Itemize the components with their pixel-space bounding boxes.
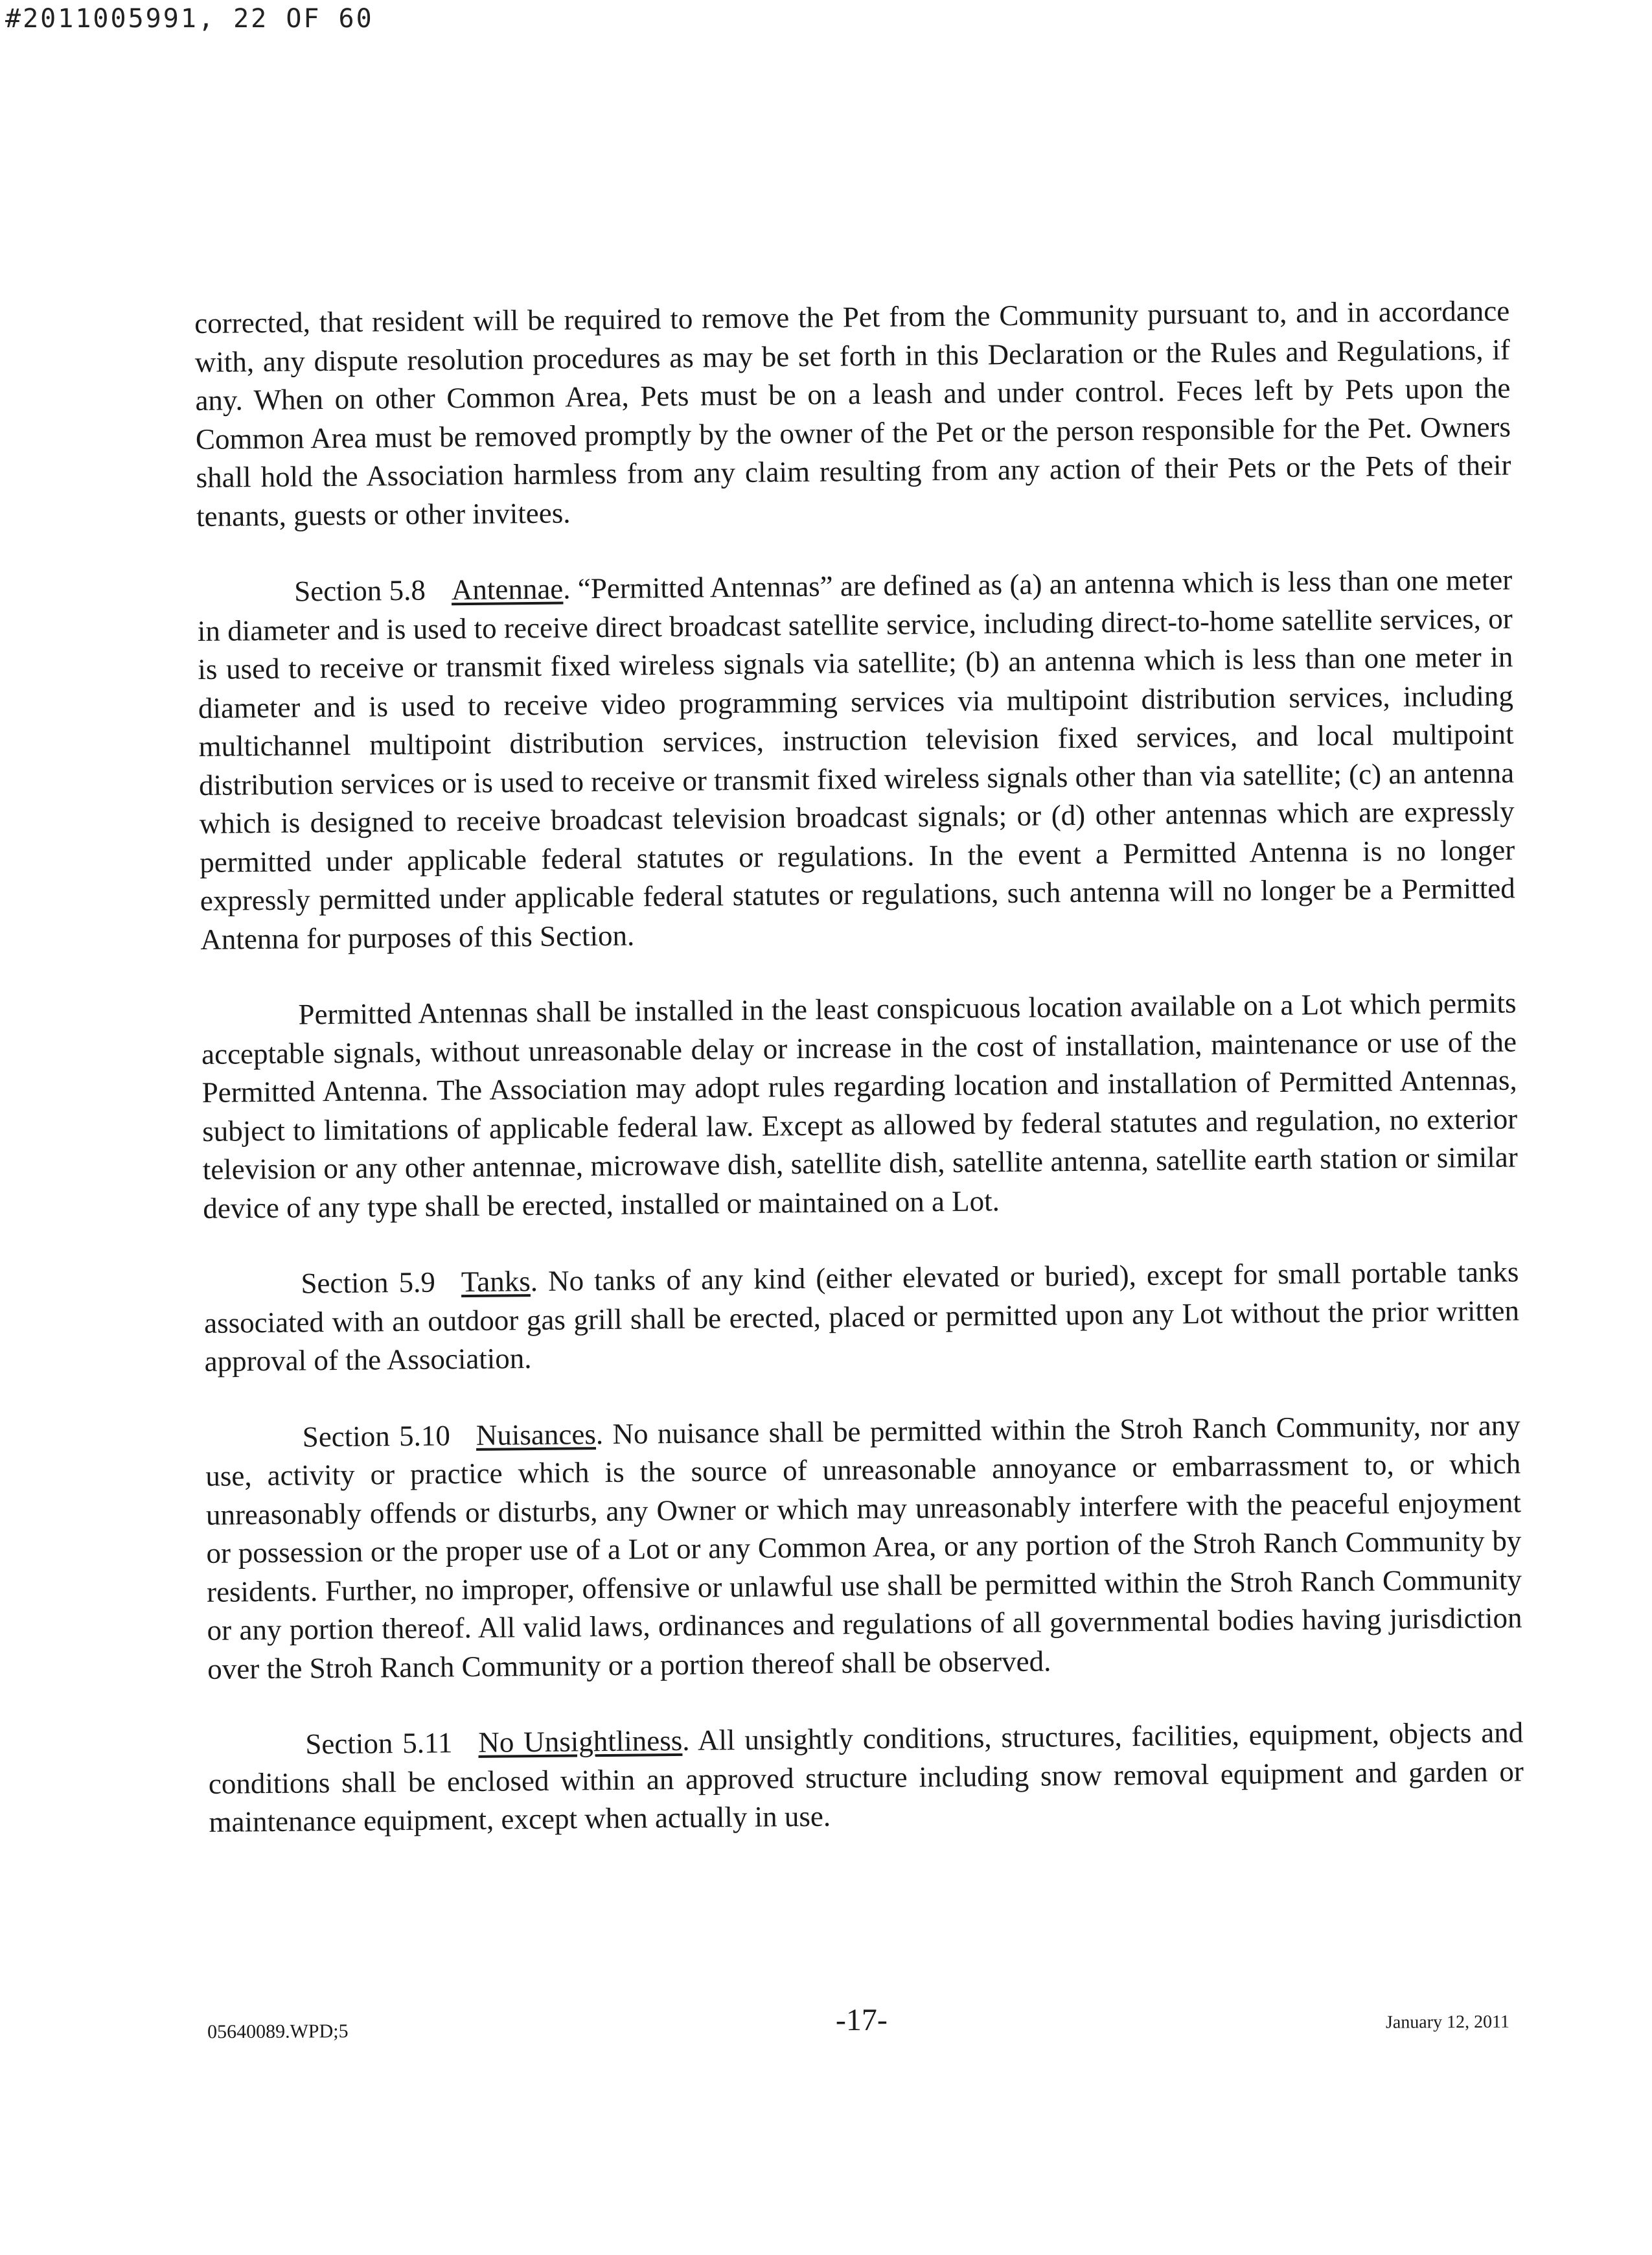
document-id: 05640089.WPD;5 bbox=[207, 2020, 349, 2043]
paragraph-antennas-installation: Permitted Antennas shall be installed in the least conspicuous location available on a Lot which permits acceptable signals, without unreasonable delay or increase in the cost of installation, maintenance or use of the Permitted Antenna. The Association may adopt rules regarding location and installation of Permitted Antennas, subject to limitations of applicable federal law. Except as allowed by federal statutes and regulation, no exterior television or any other antennae, microwave dish, satellite dish, satellite antenna, satellite earth station or similar device of any type shall be erected, installed or maintained on a Lot. bbox=[201, 986, 1518, 1225]
page-footer bbox=[194, 1999, 1509, 2052]
section-title: Tanks bbox=[461, 1265, 531, 1299]
section-title: No Unsightliness bbox=[478, 1724, 683, 1759]
section-5-10 bbox=[205, 1406, 1523, 1689]
section-text: . All unsightly conditions, structures, facilities, equipment, objects and conditions shall be enclosed within an approved structure including snow removal equipment and garden or maintenance equipment, except when actually in use. bbox=[208, 1716, 1524, 1838]
section-5-9 bbox=[203, 1253, 1520, 1381]
section-title: Nuisances bbox=[476, 1417, 597, 1451]
section-title: Antennae bbox=[451, 572, 564, 607]
section-text: . No tanks of any kind (either elevated or buried), except for small portable tanks associated with an outdoor gas grill shall be erected, placed or permitted upon any Lot without the prior written approval of the Association. bbox=[203, 1255, 1520, 1378]
document-date: January 12, 2011 bbox=[1385, 2011, 1510, 2033]
section-5-8 bbox=[197, 561, 1516, 958]
section-number: Section 5.9 bbox=[301, 1266, 436, 1300]
paragraph-pets-continued: corrected, that resident will be required to remove the Pet from the Community pursuant to, and in accordance with, any dispute resolution procedures as may be set forth in this Declaration or the Rules and Regulations, if any. When on other Common Area, Pets must be on a leash and under control. Feces left by Pets upon the Common Area must be removed promptly by the owner of the Pet or the person responsible for the Pet. Owners shall hold the Association harmless from any claim resulting from any action of their Pets or the Pets of their tenants, guests or other invitees. bbox=[194, 294, 1511, 533]
section-number: Section 5.10 bbox=[302, 1418, 451, 1453]
section-text: . “Permitted Antennas” are defined as (a) an antenna which is less than one meter in diameter and is used to receive direct broadcast satellite service, including direct-to-home satellite services, or is used to receive or transmit fixed wireless signals via satellite; (b) an antenna which is less than one meter in diameter and is used to receive video programming services via multipoint distribution services, including multichannel multipoint distribution services, instruction television fixed services, and local multipoint distribution services or is used to receive or transmit fixed wireless signals other than via satellite; (c) an antenna which is designed to receive broadcast television broadcast signals; or (d) other antennas which are expressly permitted under applicable federal statutes or regulations. In the event a Permitted Antenna is no longer expressly permitted under applicable federal statutes or regulations, such antenna will no longer be a Permitted Antenna for purposes of this Section. bbox=[197, 563, 1515, 956]
recording-stamp: #2011005991, 22 OF 60 bbox=[5, 4, 374, 34]
section-number: Section 5.11 bbox=[305, 1726, 453, 1761]
section-5-11 bbox=[208, 1713, 1524, 1842]
section-number: Section 5.8 bbox=[294, 573, 426, 608]
page-number: -17- bbox=[835, 2002, 888, 2038]
document-body bbox=[194, 292, 1524, 1880]
section-text: . No nuisance shall be permitted within the Stroh Ranch Community, nor any use, activity or practice which is the source of unreasonable annoyance or embarrassment to, or which unreasonably offends or disturbs, any Owner or which may unreasonably interfere with the peaceful enjoyment or possession or the proper use of a Lot or any Common Area, or any portion of the Stroh Ranch Community by residents. Further, no improper, offensive or unlawful use shall be permitted within the Stroh Ranch Community or any portion thereof. All valid laws, ordinances and regulations of all governmental bodies having jurisdiction over the Stroh Ranch Community or a portion thereof shall be observed. bbox=[205, 1408, 1522, 1685]
